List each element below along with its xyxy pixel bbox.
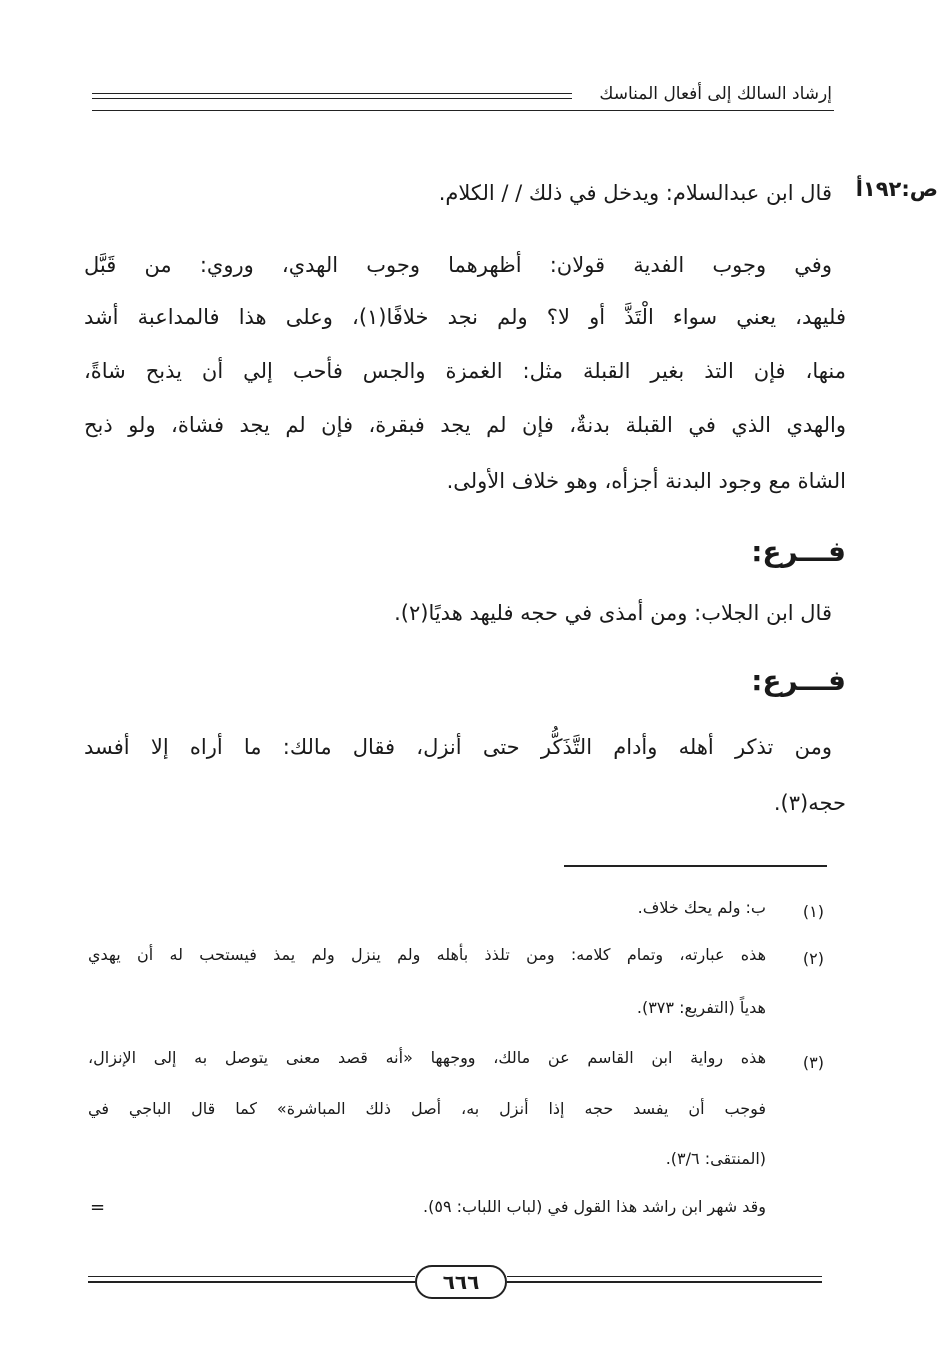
footer-rule-right-thick xyxy=(507,1281,822,1283)
continuation-mark: = xyxy=(90,1197,106,1218)
body-line: الشاة مع وجود البدنة أجزأه، وهو خلاف الأولى. xyxy=(446,469,846,493)
footnote-line: فوجب أن يفسد حجه إذا أنزل به، أصل ذلك المباشرة» كما قال الباجي في xyxy=(88,1099,766,1118)
body-line: فليهد، يعني سواء الْتَذَّ أو لا؟ ولم نجد خلافًا(١)، وعلى هذا فالمداعبة أشد xyxy=(84,305,846,329)
footnote-separator xyxy=(564,865,827,867)
body-line: قال ابن الجلاب: ومن أمذى في حجه فليهد هديًا(٢). xyxy=(394,601,832,625)
body-line: قال ابن عبدالسلام: ويدخل في ذلك / / الكلام. xyxy=(438,181,832,205)
footnote-line: وقد شهر ابن راشد هذا القول في (لباب اللباب: ٥٩). xyxy=(423,1197,766,1216)
footnote-number: (٣) xyxy=(802,1053,824,1072)
body-line: ومن تذكر أهله وأدام التَّذَكُّر حتى أنزل، فقال مالك: ما أراه إلا أفسد xyxy=(84,735,832,759)
footnote-number: (١) xyxy=(802,902,824,921)
body-line: منها، فإن التذ بغير القبلة مثل: الغمزة والجس فأحب إلي أن يذبح شاةً، xyxy=(84,359,846,383)
footnote-number: (٢) xyxy=(802,949,824,968)
section-heading: فـــرع: xyxy=(751,664,846,697)
header-rule-bottom xyxy=(92,98,572,99)
running-header-title: إرشاد السالك إلى أفعال المناسك xyxy=(599,84,832,104)
manuscript-page-ref: ص:١٩٢أ xyxy=(855,177,938,201)
footer-rule-left xyxy=(88,1276,415,1277)
body-line: والهدي الذي في القبلة بدنةٌ، فإن لم يجد فبقرة، فإن لم يجد فشاة، ولو ذبح xyxy=(84,413,846,437)
header-rule-full xyxy=(92,110,834,111)
footer-rule-right xyxy=(507,1276,822,1277)
footnote-line: ب: ولم يحك خلاف. xyxy=(637,898,766,917)
body-line: وفي وجوب الفدية قولان: أظهرهما وجوب الهدي، وروي: من قَبَّل xyxy=(84,253,832,277)
footer-rule-left-thick xyxy=(88,1281,415,1283)
footnote-line: (المنتقى: ٣/٦). xyxy=(665,1149,766,1168)
header-rule-top xyxy=(92,93,572,94)
section-heading: فـــرع: xyxy=(751,535,846,568)
footnote-line: هذه عبارته، وتمام كلامه: ومن تلذذ بأهله ولم ينزل ولم يمذ فيستحب له أن يهدي xyxy=(88,945,766,964)
body-line: حجه(٣). xyxy=(773,791,846,815)
footnote-line: هدياً (التفريع: ٣٧٣). xyxy=(636,998,766,1017)
footnote-line: هذه رواية ابن القاسم عن مالك، ووجهها «أنه قصد معنى يتوصل به إلى الإنزال، xyxy=(88,1048,766,1067)
page-number: ٦٦٦ xyxy=(415,1265,507,1299)
